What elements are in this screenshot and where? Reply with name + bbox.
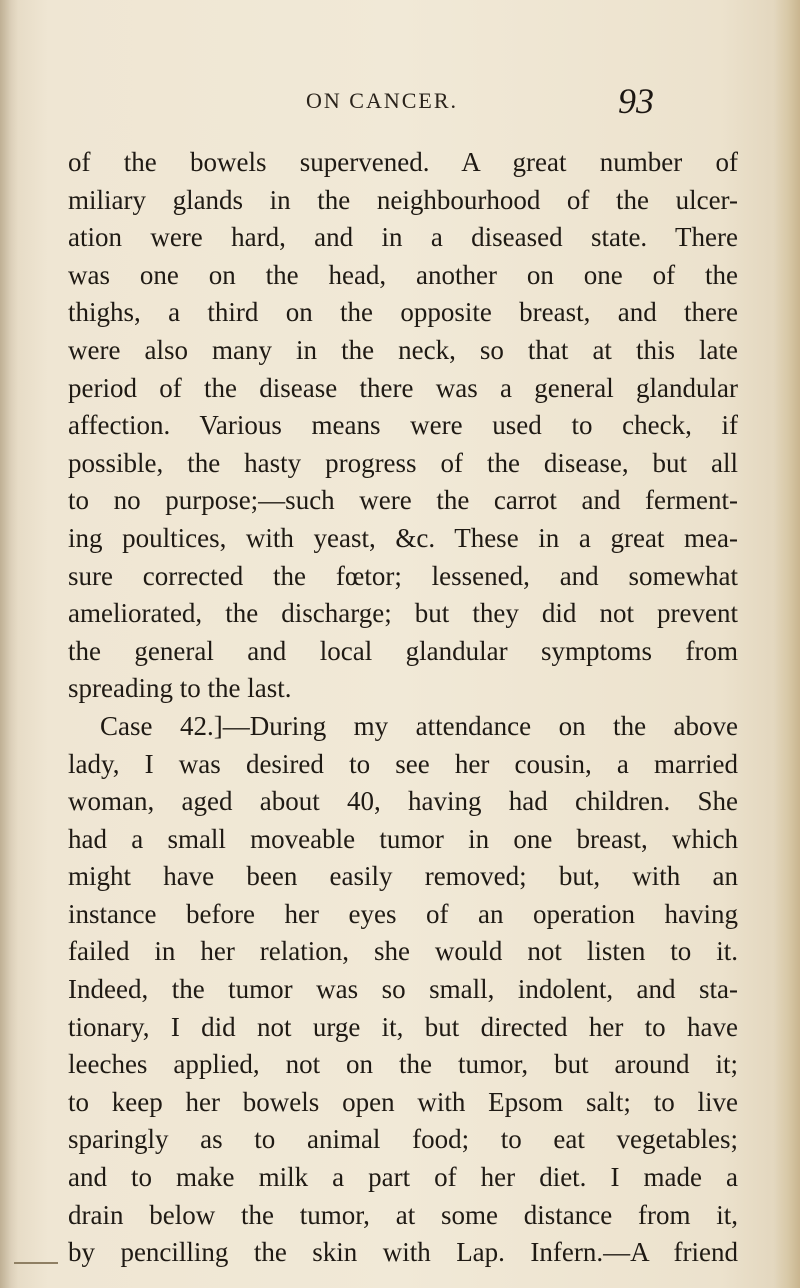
text-line: period of the disease there was a general glandular [68, 372, 738, 403]
running-head: ON CANCER. [306, 88, 459, 113]
text-line: miliary glands in the neighbourhood of the ulcer- [68, 184, 738, 215]
text-line: spreading to the last. [68, 673, 292, 704]
text-line: tionary, I did not urge it, but directed her to have [68, 1011, 738, 1042]
text-line: thighs, a third on the opposite breast, and there [68, 297, 738, 328]
page-corner-mark [14, 1262, 58, 1264]
text-line: affection. Various means were used to check, if [68, 410, 738, 441]
text-line: ing poultices, with yeast, &c. These in a great mea- [68, 522, 738, 553]
text-line: ation were hard, and in a diseased state. There [68, 222, 738, 253]
text-line: of the bowels supervened. A great number of [68, 147, 738, 177]
text-line: by pencilling the skin with Lap. Infern.—A friend [68, 1237, 738, 1268]
text-line: to no purpose;—such were the carrot and ferment- [68, 485, 738, 516]
text-line: was one on the head, another on one of the [68, 259, 738, 290]
body-text [68, 144, 738, 1272]
text-line: to keep her bowels open with Epsom salt; to live [68, 1086, 738, 1117]
text-line: had a small moveable tumor in one breast, which [68, 823, 738, 854]
text-line: drain below the tumor, at some distance from it, [68, 1199, 738, 1230]
page-header [0, 80, 800, 130]
text-line: ameliorated, the discharge; but they did not prevent [68, 598, 738, 629]
page-number: 93 [618, 81, 654, 121]
text-line: Indeed, the tumor was so small, indolent, and sta- [68, 974, 738, 1005]
text-line: might have been easily removed; but, with an [68, 861, 738, 892]
page-edge [774, 0, 800, 1288]
text-line: leeches applied, not on the tumor, but around it; [68, 1049, 738, 1080]
spine-shadow [0, 0, 18, 1288]
text-line: sparingly as to animal food; to eat vegetables; [68, 1124, 738, 1155]
text-line: possible, the hasty progress of the disease, but all [68, 447, 738, 478]
text-line: the general and local glandular symptoms from [68, 635, 738, 666]
text-line: instance before her eyes of an operation having [68, 898, 738, 929]
text-line: sure corrected the fœtor; lessened, and somewhat [68, 560, 738, 591]
text-line: failed in her relation, she would not listen to it. [68, 936, 738, 967]
text-line: woman, aged about 40, having had children. She [68, 786, 738, 817]
text-line: and to make milk a part of her diet. I made a [68, 1162, 738, 1193]
text-line: lady, I was desired to see her cousin, a married [68, 748, 738, 779]
case-heading-line: Case 42.]—During my attendance on the above [100, 710, 738, 741]
text-line: were also many in the neck, so that at this late [68, 334, 738, 365]
